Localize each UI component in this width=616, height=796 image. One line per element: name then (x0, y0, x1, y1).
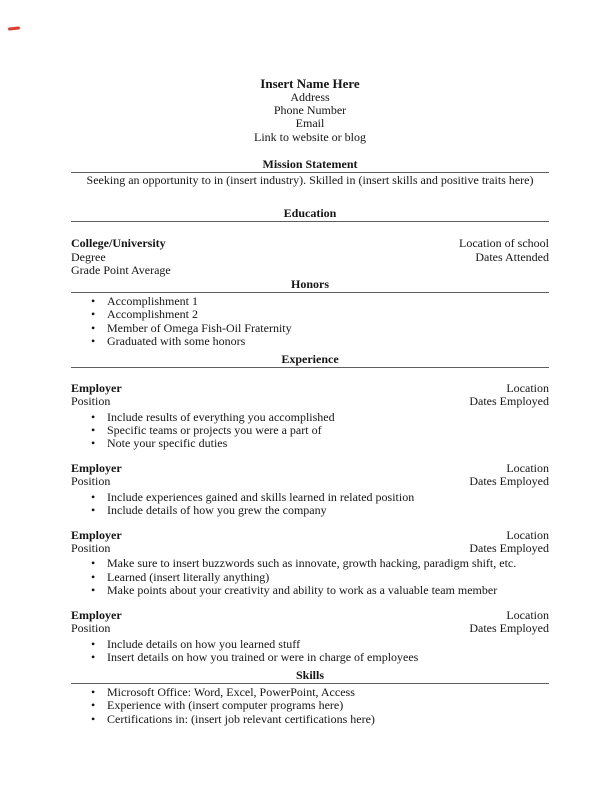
job-bullets (71, 638, 549, 664)
job-bullets (71, 557, 549, 597)
mission-heading: Mission Statement (71, 158, 549, 173)
job-bullet: • Include experiences gained and skills learned in related position (107, 491, 549, 504)
job-bullet: • Include details on how you learned stuff (107, 638, 549, 651)
section-education (71, 207, 549, 277)
honors-list (71, 295, 549, 348)
job-row (71, 622, 549, 635)
address-line: Address (290, 90, 330, 104)
skills-list (71, 686, 549, 726)
employer-name: Employer (71, 528, 122, 543)
job-bullet: • Learned (insert literally anything) (107, 571, 549, 584)
candidate-name: Insert Name Here (260, 76, 360, 91)
honors-item: • Graduated with some honors (107, 335, 549, 348)
job-position: Position (71, 474, 111, 489)
education-row (71, 237, 549, 277)
job-block (71, 609, 549, 664)
job-bullet: • Include details of how you grew the company (107, 504, 549, 517)
education-left (71, 237, 171, 277)
employer-name: Employer (71, 608, 122, 623)
section-mission (71, 158, 549, 187)
job-location: Location (506, 608, 549, 623)
job-block (71, 462, 549, 517)
job-position: Position (71, 621, 111, 636)
experience-heading: Experience (71, 353, 549, 368)
job-block (71, 382, 549, 450)
honors-item: • Accomplishment 2 (107, 308, 549, 321)
job-bullet: • Note your specific duties (107, 437, 549, 450)
skills-item: • Certifications in: (insert job relevant certifications here) (107, 713, 549, 726)
job-dates: Dates Employed (469, 621, 549, 636)
job-bullet: • Make sure to insert buzzwords such as innovate, growth hacking, paradigm shift, etc. (107, 557, 549, 570)
honors-item: • Accomplishment 1 (107, 295, 549, 308)
job-dates: Dates Employed (469, 474, 549, 489)
job-position: Position (71, 541, 111, 556)
employer-name: Employer (71, 381, 122, 396)
job-block (71, 529, 549, 597)
job-bullets (71, 491, 549, 517)
job-bullet: • Specific teams or projects you were a part of (107, 424, 549, 437)
job-row (71, 395, 549, 408)
job-location: Location (506, 381, 549, 396)
degree: Degree (71, 249, 106, 264)
phone-line: Phone Number (273, 103, 347, 118)
mission-text: Seeking an opportunity to in (insert industry). Skilled in (insert skills and positive traits here) (86, 173, 534, 188)
resume-header (71, 76, 549, 144)
job-location: Location (506, 461, 549, 476)
job-bullet: • Make points about your creativity and ability to work as a valuable team member (107, 584, 549, 597)
job-position: Position (71, 394, 111, 409)
honors-item: • Member of Omega Fish-Oil Fraternity (107, 322, 549, 335)
job-bullet: • Insert details on how you trained or were in charge of employees (107, 651, 549, 664)
education-heading: Education (71, 207, 549, 222)
website-line: Link to website or blog (254, 129, 366, 144)
skills-item: • Experience with (insert computer programs here) (107, 699, 549, 712)
job-row (71, 475, 549, 488)
job-location: Location (506, 528, 549, 543)
school-location: Location of school (459, 236, 549, 251)
employer-name: Employer (71, 461, 122, 476)
section-honors (71, 278, 549, 348)
gpa: Grade Point Average (71, 262, 171, 277)
job-dates: Dates Employed (469, 394, 549, 409)
job-row (71, 542, 549, 555)
school-name: College/University (71, 236, 166, 251)
skills-heading: Skills (71, 669, 549, 684)
email-line: Email (295, 116, 325, 131)
job-bullet: • Include results of everything you accomplished (107, 411, 549, 424)
job-bullets (71, 411, 549, 451)
job-dates: Dates Employed (469, 541, 549, 556)
section-skills (71, 669, 549, 726)
skills-item: • Microsoft Office: Word, Excel, PowerPoint, Access (107, 686, 549, 699)
section-experience (71, 353, 549, 664)
education-right (459, 237, 549, 263)
honors-heading: Honors (71, 278, 549, 293)
dates-attended: Dates Attended (475, 249, 549, 264)
